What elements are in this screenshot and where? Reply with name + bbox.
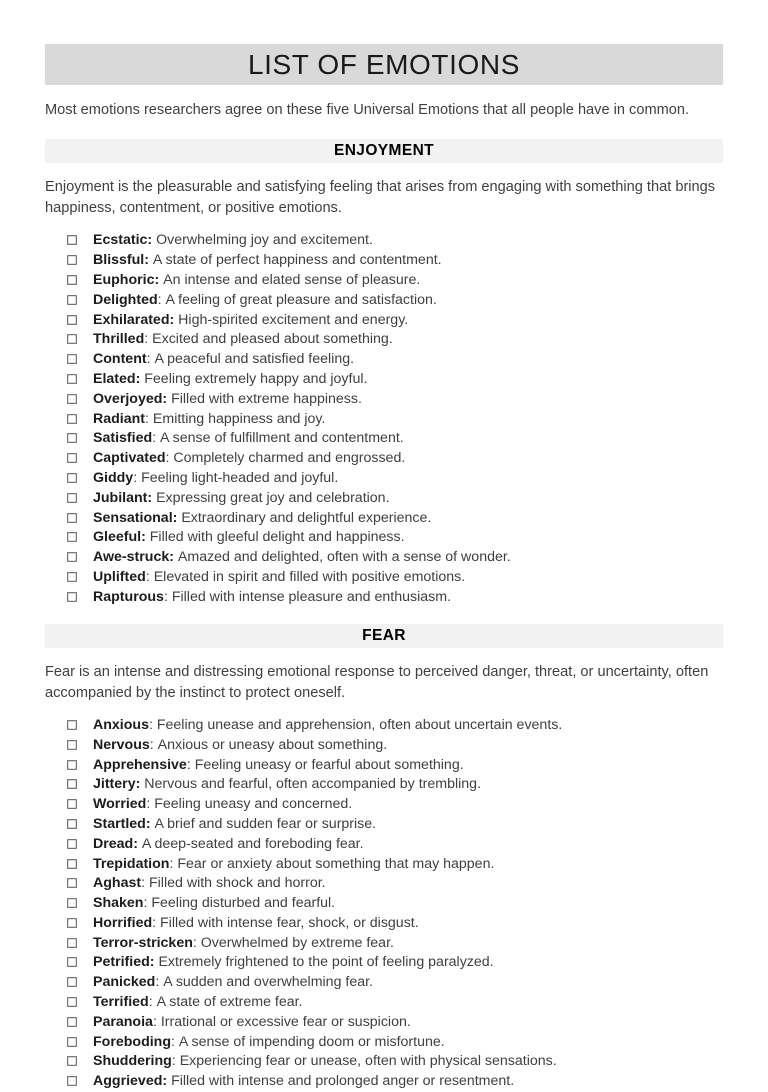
emotion-item-text	[93, 449, 405, 468]
emotion-term: Captivated	[93, 450, 166, 467]
checkbox-empty-icon	[67, 915, 93, 934]
emotion-definition: Overwhelming joy and excitement.	[156, 232, 373, 249]
emotion-item-text	[93, 736, 387, 755]
emotion-list-item	[45, 1072, 723, 1092]
emotion-definition: Overwhelmed by extreme fear.	[200, 934, 394, 951]
emotion-list-item	[45, 1052, 723, 1072]
emotion-definition: Filled with shock and horror.	[148, 875, 326, 892]
emotion-term-separator: :	[154, 272, 164, 289]
emotion-term-separator: :	[144, 252, 153, 269]
emotion-term: Gleeful	[93, 529, 142, 546]
emotion-item-text	[93, 489, 390, 508]
checkbox-empty-icon	[67, 490, 93, 509]
emotion-item-text	[93, 231, 373, 250]
checkbox-empty-icon	[67, 935, 93, 954]
emotion-list-item	[45, 993, 723, 1013]
emotion-list-item	[45, 855, 723, 875]
emotion-definition: Feeling uneasy or fearful about something.	[194, 756, 464, 773]
document-lead-paragraph: Most emotions researchers agree on these five Universal Emotions that all people have in common.	[45, 102, 690, 118]
emotion-definition: Experiencing fear or unease, often with physical sensations.	[179, 1053, 557, 1070]
emotion-list-item	[45, 973, 723, 993]
emotion-term-separator: :	[165, 450, 174, 467]
emotion-term-separator: :	[144, 331, 153, 348]
emotion-term-separator: :	[162, 390, 172, 407]
checkbox-empty-icon	[67, 875, 93, 894]
emotion-term-separator: :	[148, 716, 157, 733]
emotion-item-text	[93, 934, 394, 953]
emotion-item-text	[93, 855, 494, 874]
emotion-term-separator: :	[143, 895, 152, 912]
emotion-definition: A state of perfect happiness and contentment.	[152, 252, 442, 269]
emotion-term: Rapturous	[93, 588, 164, 605]
emotion-item-text	[93, 953, 494, 972]
emotion-definition: A sudden and overwhelming fear.	[163, 974, 374, 991]
emotion-definition: A sense of fulfillment and contentment.	[160, 430, 404, 447]
emotion-list-item	[45, 775, 723, 795]
emotion-term: Giddy	[93, 470, 134, 487]
emotion-item-text	[93, 756, 464, 775]
emotion-term: Thrilled	[93, 331, 145, 348]
emotion-list-item	[45, 953, 723, 973]
emotion-list-item	[45, 231, 723, 251]
emotion-section	[45, 624, 723, 1092]
emotion-term: Aggrieved	[93, 1073, 163, 1090]
checkbox-empty-icon	[67, 974, 93, 993]
emotion-definition: Filled with intense and prolonged anger or resentment.	[171, 1073, 515, 1090]
emotion-list-item	[45, 1013, 723, 1033]
emotion-list-item	[45, 934, 723, 954]
emotion-list-item	[45, 716, 723, 736]
checkbox-empty-icon	[67, 371, 93, 390]
emotion-list-item	[45, 894, 723, 914]
checkbox-empty-icon	[67, 569, 93, 588]
emotion-term: Nervous	[93, 736, 150, 753]
emotion-term-separator: :	[171, 1033, 179, 1050]
section-heading: ENJOYMENT	[333, 142, 435, 160]
section-description: Fear is an intense and distressing emotional response to perceived danger, threat, or uncertainty, often accompanied by the instinct to protect oneself.	[45, 663, 709, 701]
emotion-list-item	[45, 548, 723, 568]
emotion-item-text	[93, 370, 367, 389]
emotion-item-text	[93, 795, 352, 814]
emotion-list-item	[45, 449, 723, 469]
emotion-term-separator: :	[172, 509, 182, 526]
checkbox-empty-icon	[67, 757, 93, 776]
emotion-term-separator: :	[169, 855, 178, 872]
emotion-definition: Feeling uneasy and concerned.	[154, 796, 353, 813]
section-heading: FEAR	[362, 626, 406, 644]
emotion-term-separator: :	[147, 489, 157, 506]
emotion-definition: Amazed and delighted, often with a sense of wonder.	[177, 549, 511, 566]
emotion-term: Ecstatic	[93, 232, 148, 249]
emotion-term-separator: :	[141, 529, 150, 546]
emotion-term-separator: :	[169, 549, 178, 566]
emotion-list-item	[45, 291, 723, 311]
emotion-item-text	[93, 429, 404, 448]
emotion-term: Delighted	[93, 291, 158, 308]
emotion-item-text	[93, 1072, 514, 1091]
emotion-definition: Fear or anxiety about something that may happen.	[177, 855, 495, 872]
checkbox-empty-icon	[67, 737, 93, 756]
emotion-definition: A sense of impending doom or misfortune.	[178, 1033, 445, 1050]
emotion-term-separator: :	[169, 311, 179, 328]
emotion-item-text	[93, 716, 562, 735]
emotion-definition: Feeling extremely happy and joyful.	[144, 371, 368, 388]
checkbox-empty-icon	[67, 856, 93, 875]
checkbox-empty-icon	[67, 816, 93, 835]
emotion-list-item	[45, 429, 723, 449]
emotion-term-separator: :	[145, 410, 153, 427]
checkbox-empty-icon	[67, 529, 93, 548]
checkbox-empty-icon	[67, 1014, 93, 1033]
emotion-term-separator: :	[152, 430, 161, 447]
checkbox-empty-icon	[67, 450, 93, 469]
checkbox-empty-icon	[67, 836, 93, 855]
emotion-term-separator: :	[146, 351, 155, 368]
emotion-item-text	[93, 271, 420, 290]
emotion-item-text	[93, 390, 362, 409]
checkbox-empty-icon	[67, 589, 93, 608]
emotion-list-item	[45, 835, 723, 855]
checkbox-empty-icon	[67, 252, 93, 271]
emotion-term-separator: :	[152, 914, 161, 931]
emotion-term-separator: :	[192, 934, 201, 951]
emotion-definition: Completely charmed and engrossed.	[173, 450, 406, 467]
emotion-term: Trepidation	[93, 855, 170, 872]
emotion-list-item	[45, 509, 723, 529]
emotion-list-item	[45, 271, 723, 291]
emotion-list-item	[45, 815, 723, 835]
emotion-definition: Expressing great joy and celebration.	[156, 489, 390, 506]
emotion-definition: Filled with intense pleasure and enthusiasm.	[171, 588, 452, 605]
emotion-definition: A brief and sudden fear or surprise.	[154, 815, 377, 832]
emotion-definition: Nervous and fearful, often accompanied by trembling.	[144, 776, 482, 793]
emotion-item-text	[93, 874, 326, 893]
checkbox-empty-icon	[67, 351, 93, 370]
emotion-definition: A feeling of great pleasure and satisfaction.	[165, 291, 437, 308]
emotion-term: Overjoyed	[93, 390, 163, 407]
emotion-term: Anxious	[93, 716, 149, 733]
emotion-term: Content	[93, 351, 147, 368]
emotion-definition: Elevated in spirit and filled with positive emotions.	[153, 569, 466, 586]
emotion-item-text	[93, 588, 451, 607]
emotion-term: Terrified	[93, 994, 149, 1011]
emotion-item-text	[93, 1033, 445, 1052]
checkbox-empty-icon	[67, 430, 93, 449]
emotion-term-separator: :	[186, 756, 195, 773]
emotion-term-separator: :	[135, 371, 145, 388]
emotion-term: Shaken	[93, 895, 144, 912]
emotion-term-separator: :	[171, 1053, 180, 1070]
emotion-list-item	[45, 370, 723, 390]
emotion-list-item	[45, 390, 723, 410]
checkbox-empty-icon	[67, 776, 93, 795]
emotion-term: Panicked	[93, 974, 156, 991]
checkbox-empty-icon	[67, 549, 93, 568]
emotion-term: Awe-struck	[93, 549, 170, 566]
emotion-section	[45, 139, 723, 607]
emotion-term: Satisfied	[93, 430, 153, 447]
emotion-term-separator: :	[149, 736, 158, 753]
page-title: LIST OF EMOTIONS	[247, 48, 520, 80]
emotion-item-text	[93, 330, 393, 349]
emotion-term: Sensational	[93, 509, 173, 526]
checkbox-empty-icon	[67, 895, 93, 914]
emotion-term: Startled	[93, 815, 146, 832]
emotion-term-separator: :	[152, 1013, 161, 1030]
emotion-item-text	[93, 469, 338, 488]
emotion-list	[45, 231, 723, 607]
emotion-term-separator: :	[145, 815, 155, 832]
emotion-term: Elated	[93, 371, 136, 388]
emotion-term: Blissful	[93, 252, 145, 269]
document-title-band	[45, 44, 723, 85]
emotion-definition: Filled with gleeful delight and happiness.	[149, 529, 405, 546]
emotion-term-separator: :	[162, 1073, 172, 1090]
checkbox-empty-icon	[67, 272, 93, 291]
emotion-list-item	[45, 568, 723, 588]
emotion-definition: Extraordinary and delightful experience.	[181, 509, 432, 526]
emotion-item-text	[93, 1052, 557, 1071]
emotion-term: Paranoia	[93, 1013, 153, 1030]
emotion-term-separator: :	[149, 954, 159, 971]
emotion-term-separator: :	[135, 776, 145, 793]
emotion-definition: Filled with extreme happiness.	[171, 390, 362, 407]
emotion-term: Dread	[93, 835, 134, 852]
emotion-term-separator: :	[145, 569, 154, 586]
emotion-term: Worried	[93, 796, 147, 813]
sections-container	[45, 139, 723, 1092]
checkbox-empty-icon	[67, 1034, 93, 1053]
emotion-term: Radiant	[93, 410, 146, 427]
emotion-definition: Extremely frightened to the point of feeling paralyzed.	[158, 954, 494, 971]
emotion-item-text	[93, 528, 405, 547]
emotion-term: Aghast	[93, 875, 142, 892]
emotion-item-text	[93, 350, 354, 369]
emotion-list-item	[45, 330, 723, 350]
emotion-term-separator: :	[148, 994, 157, 1011]
emotion-item-text	[93, 291, 437, 310]
checkbox-empty-icon	[67, 470, 93, 489]
emotion-term-separator: :	[133, 835, 142, 852]
emotion-term-separator: :	[157, 291, 166, 308]
section-description: Enjoyment is the pleasurable and satisfying feeling that arises from engaging with something that brings happiness, contentment, or positive emotions.	[45, 179, 716, 217]
checkbox-empty-icon	[67, 994, 93, 1013]
checkbox-empty-icon	[67, 796, 93, 815]
emotion-definition: A deep-seated and foreboding fear.	[141, 835, 364, 852]
emotion-item-text	[93, 1013, 411, 1032]
emotion-list-item	[45, 736, 723, 756]
emotion-term: Exhilarated	[93, 311, 170, 328]
checkbox-empty-icon	[67, 510, 93, 529]
emotion-term: Horrified	[93, 914, 153, 931]
emotion-definition: High-spirited excitement and energy.	[178, 311, 409, 328]
emotion-definition: Filled with intense fear, shock, or disgust.	[160, 914, 419, 931]
emotion-list-item	[45, 489, 723, 509]
emotion-term-separator: :	[146, 796, 155, 813]
emotion-term-separator: :	[155, 974, 164, 991]
emotion-list-item	[45, 588, 723, 608]
emotion-term-separator: :	[133, 470, 142, 487]
checkbox-empty-icon	[67, 717, 93, 736]
emotion-item-text	[93, 568, 465, 587]
emotion-term: Apprehensive	[93, 756, 187, 773]
emotion-item-text	[93, 509, 431, 528]
emotion-item-text	[93, 548, 511, 567]
checkbox-empty-icon	[67, 292, 93, 311]
emotion-list-item	[45, 874, 723, 894]
emotion-list-item	[45, 914, 723, 934]
emotion-item-text	[93, 993, 303, 1012]
emotion-item-text	[93, 914, 419, 933]
emotion-term: Jittery	[93, 776, 136, 793]
emotion-term: Shuddering	[93, 1053, 172, 1070]
section-heading-band	[45, 139, 723, 163]
emotion-list-item	[45, 469, 723, 489]
emotion-definition: Feeling light-headed and joyful.	[141, 470, 339, 487]
checkbox-empty-icon	[67, 312, 93, 331]
checkbox-empty-icon	[67, 411, 93, 430]
checkbox-empty-icon	[67, 1073, 93, 1092]
checkbox-empty-icon	[67, 331, 93, 350]
emotion-definition: An intense and elated sense of pleasure.	[163, 272, 421, 289]
emotion-definition: A peaceful and satisfied feeling.	[154, 351, 355, 368]
emotion-item-text	[93, 815, 376, 834]
emotion-term: Terror-stricken	[93, 934, 193, 951]
emotion-term-separator: :	[163, 588, 172, 605]
emotion-definition: Feeling unease and apprehension, often about uncertain events.	[156, 716, 563, 733]
emotion-list-item	[45, 1033, 723, 1053]
section-heading-band	[45, 624, 723, 648]
emotion-item-text	[93, 973, 373, 992]
emotion-list-item	[45, 350, 723, 370]
emotion-list-item	[45, 251, 723, 271]
emotion-item-text	[93, 835, 364, 854]
emotion-item-text	[93, 775, 481, 794]
emotion-item-text	[93, 251, 442, 270]
emotion-term: Uplifted	[93, 569, 146, 586]
emotion-definition: Feeling disturbed and fearful.	[151, 895, 336, 912]
emotion-definition: Irrational or excessive fear or suspicion.	[160, 1013, 411, 1030]
emotion-list	[45, 716, 723, 1092]
emotion-term: Euphoric	[93, 272, 155, 289]
emotion-term: Foreboding	[93, 1033, 172, 1050]
emotion-definition: Excited and pleased about something.	[152, 331, 393, 348]
emotion-list-item	[45, 410, 723, 430]
checkbox-empty-icon	[67, 391, 93, 410]
emotion-item-text	[93, 410, 325, 429]
emotion-item-text	[93, 894, 335, 913]
emotion-list-item	[45, 528, 723, 548]
emotion-term-separator: :	[141, 875, 149, 892]
emotion-definition: A state of extreme fear.	[156, 994, 303, 1011]
emotion-term: Petrified	[93, 954, 150, 971]
emotion-list-item	[45, 756, 723, 776]
checkbox-empty-icon	[67, 954, 93, 973]
checkbox-empty-icon	[67, 232, 93, 251]
emotion-term: Jubilant	[93, 489, 148, 506]
checkbox-empty-icon	[67, 1053, 93, 1072]
emotion-definition: Anxious or uneasy about something.	[157, 736, 388, 753]
emotion-term-separator: :	[147, 232, 157, 249]
emotion-list-item	[45, 311, 723, 331]
emotion-definition: Emitting happiness and joy.	[152, 410, 326, 427]
emotion-item-text	[93, 311, 408, 330]
emotion-list-item	[45, 795, 723, 815]
